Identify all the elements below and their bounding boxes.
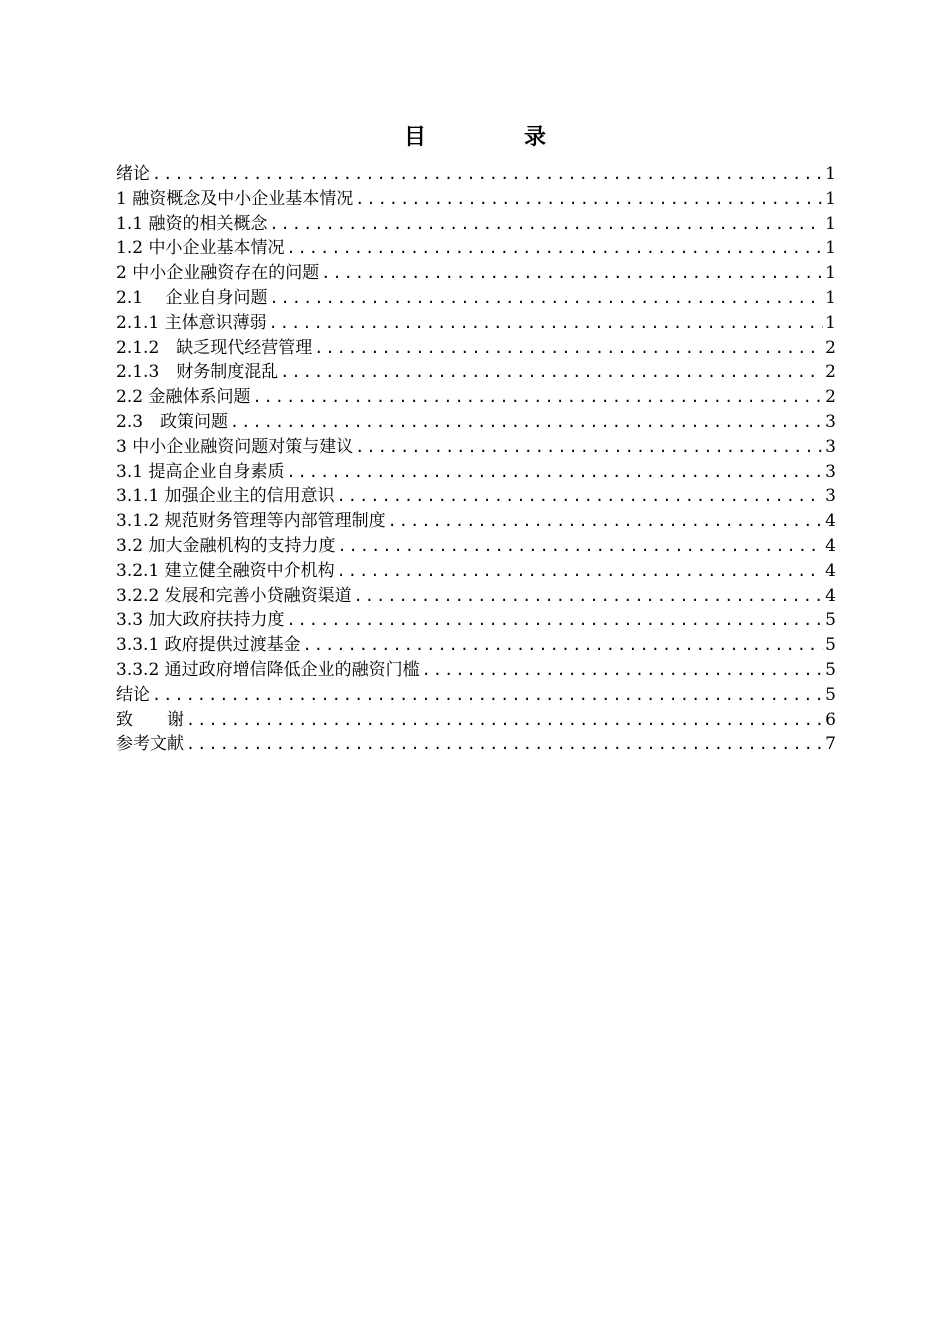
table-of-contents bbox=[116, 162, 836, 757]
toc-entry-page-number: 2 bbox=[825, 337, 836, 358]
toc-entry-page-number: 3 bbox=[825, 486, 836, 507]
toc-dot-leader bbox=[354, 584, 824, 609]
toc-dot-leader bbox=[230, 410, 823, 435]
toc-dot-leader bbox=[388, 509, 824, 534]
toc-dot-leader bbox=[152, 162, 823, 187]
toc-entry[interactable] bbox=[116, 236, 836, 261]
toc-dot-leader bbox=[337, 484, 824, 509]
toc-dot-leader bbox=[422, 658, 824, 683]
toc-entry-page-number: 4 bbox=[825, 535, 836, 556]
toc-entry[interactable] bbox=[116, 534, 836, 559]
toc-entry[interactable] bbox=[116, 162, 836, 187]
toc-entry-page-number: 1 bbox=[825, 263, 836, 284]
toc-entry-page-number: 4 bbox=[825, 511, 836, 532]
toc-dot-leader bbox=[252, 385, 823, 410]
toc-entry[interactable] bbox=[116, 584, 836, 609]
toc-entry-label: 2 中小企业融资存在的问题 bbox=[116, 263, 320, 284]
toc-entry[interactable] bbox=[116, 633, 836, 658]
toc-entry-label: 2.2 金融体系问题 bbox=[116, 387, 251, 408]
toc-entry[interactable] bbox=[116, 484, 836, 509]
toc-dot-leader bbox=[314, 336, 823, 361]
toc-dot-leader bbox=[337, 559, 824, 584]
toc-dot-leader bbox=[269, 286, 823, 311]
toc-entry-page-number: 6 bbox=[825, 709, 836, 730]
toc-entry-page-number: 2 bbox=[825, 387, 836, 408]
toc-entry-page-number: 1 bbox=[825, 238, 836, 259]
toc-entry[interactable] bbox=[116, 311, 836, 336]
toc-entry-page-number: 7 bbox=[825, 734, 836, 755]
toc-entry[interactable] bbox=[116, 460, 836, 485]
toc-entry-page-number: 3 bbox=[825, 461, 836, 482]
toc-entry[interactable] bbox=[116, 435, 836, 460]
toc-entry-label: 致 谢 bbox=[116, 709, 184, 730]
toc-entry-label: 1.2 中小企业基本情况 bbox=[116, 238, 285, 259]
toc-dot-leader bbox=[286, 236, 823, 261]
toc-entry-page-number: 3 bbox=[825, 436, 836, 457]
toc-entry-label: 结论 bbox=[116, 684, 150, 705]
toc-dot-leader bbox=[355, 187, 823, 212]
toc-entry-page-number: 5 bbox=[825, 635, 836, 656]
toc-entry-label: 1 融资概念及中小企业基本情况 bbox=[116, 188, 354, 209]
toc-entry-label: 3.2 加大金融机构的支持力度 bbox=[116, 535, 336, 556]
toc-entry-page-number: 1 bbox=[825, 287, 836, 308]
toc-dot-leader bbox=[280, 360, 823, 385]
toc-entry-label: 3.3.1 政府提供过渡基金 bbox=[116, 635, 301, 656]
toc-entry-label: 3.2.1 建立健全融资中介机构 bbox=[116, 560, 335, 581]
toc-entry-page-number: 5 bbox=[825, 684, 836, 705]
toc-entry[interactable] bbox=[116, 286, 836, 311]
toc-entry-page-number: 1 bbox=[825, 188, 836, 209]
toc-entry[interactable] bbox=[116, 708, 836, 733]
toc-entry[interactable] bbox=[116, 385, 836, 410]
toc-dot-leader bbox=[269, 311, 824, 336]
toc-entry-page-number: 5 bbox=[825, 610, 836, 631]
toc-dot-leader bbox=[269, 212, 823, 237]
toc-dot-leader bbox=[186, 732, 823, 757]
toc-entry-label: 3.2.2 发展和完善小贷融资渠道 bbox=[116, 585, 352, 606]
toc-entry[interactable] bbox=[116, 336, 836, 361]
toc-dot-leader bbox=[186, 708, 823, 733]
toc-entry-label: 2.1.2 缺乏现代经营管理 bbox=[116, 337, 313, 358]
toc-entry-label: 2.1.1 主体意识薄弱 bbox=[116, 312, 267, 333]
toc-entry-label: 3.1.2 规范财务管理等内部管理制度 bbox=[116, 511, 386, 532]
toc-title: 目 录 bbox=[403, 124, 584, 150]
toc-entry[interactable] bbox=[116, 658, 836, 683]
toc-entry-label: 2.3 政策问题 bbox=[116, 411, 229, 432]
toc-entry-label: 1.1 融资的相关概念 bbox=[116, 213, 268, 234]
toc-entry-label: 3.3 加大政府扶持力度 bbox=[116, 610, 285, 631]
toc-entry[interactable] bbox=[116, 261, 836, 286]
toc-entry-label: 3 中小企业融资问题对策与建议 bbox=[116, 436, 354, 457]
toc-dot-leader bbox=[337, 534, 823, 559]
toc-entry-label: 2.1 企业自身问题 bbox=[116, 287, 268, 308]
toc-entry-page-number: 1 bbox=[825, 213, 836, 234]
toc-entry-label: 3.1.1 加强企业主的信用意识 bbox=[116, 486, 335, 507]
toc-dot-leader bbox=[303, 633, 824, 658]
toc-entry-page-number: 1 bbox=[825, 164, 836, 184]
toc-dot-leader bbox=[321, 261, 823, 286]
toc-entry-page-number: 2 bbox=[825, 362, 836, 383]
toc-entry-page-number: 3 bbox=[825, 411, 836, 432]
toc-entry[interactable] bbox=[116, 360, 836, 385]
toc-entry-label: 2.1.3 财务制度混乱 bbox=[116, 362, 279, 383]
toc-entry[interactable] bbox=[116, 608, 836, 633]
toc-entry[interactable] bbox=[116, 187, 836, 212]
toc-dot-leader bbox=[286, 608, 823, 633]
toc-entry[interactable] bbox=[116, 559, 836, 584]
toc-entry-label: 3.1 提高企业自身素质 bbox=[116, 461, 285, 482]
toc-entry-label: 绪论 bbox=[116, 164, 150, 184]
toc-entry-page-number: 5 bbox=[825, 659, 836, 680]
toc-dot-leader bbox=[152, 683, 823, 708]
toc-entry[interactable] bbox=[116, 683, 836, 708]
toc-entry[interactable] bbox=[116, 410, 836, 435]
toc-entry-label: 3.3.2 通过政府增信降低企业的融资门槛 bbox=[116, 659, 420, 680]
toc-entry-page-number: 4 bbox=[825, 560, 836, 581]
toc-entry-page-number: 1 bbox=[825, 312, 836, 333]
toc-entry-label: 参考文献 bbox=[116, 734, 184, 755]
toc-entry[interactable] bbox=[116, 212, 836, 237]
toc-entry-page-number: 4 bbox=[825, 585, 836, 606]
toc-entry[interactable] bbox=[116, 509, 836, 534]
toc-dot-leader bbox=[355, 435, 823, 460]
toc-dot-leader bbox=[286, 460, 823, 485]
toc-entry[interactable] bbox=[116, 732, 836, 757]
